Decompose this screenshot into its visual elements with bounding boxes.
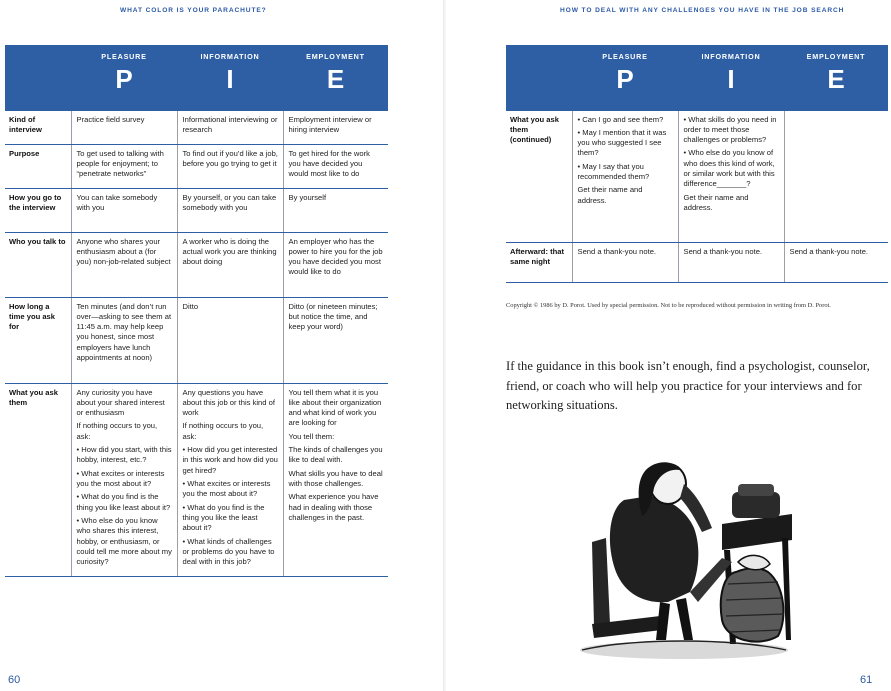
table-cell	[177, 383, 283, 576]
cell-text: • Who else do you know who shares this interest, hobby, or enthusiasm, or could tell me more about my curiosity?	[76, 515, 172, 567]
table-row	[5, 383, 388, 576]
cell-text: • What kinds of challenges or problems do you have to deal with in this job?	[182, 536, 275, 567]
column-header-information	[177, 45, 283, 110]
cell-text: • How did you start, with this hobby, interest, etc.?	[76, 445, 172, 465]
table-cell	[283, 144, 388, 188]
copyright-notice: Copyright © 1986 by D. Porot. Used by special permission. Not to be reproduced without permission in writing from D. Porot.	[506, 302, 831, 309]
running-head: WHAT COLOR IS YOUR PARACHUTE?	[120, 7, 267, 14]
cell-text: To get used to talking with people for enjoyment; to “penetrate networks”	[76, 148, 164, 179]
table-row	[5, 297, 388, 383]
table-cell	[71, 297, 177, 383]
cell-text: Informational interviewing or research	[182, 114, 278, 134]
cell-text: You tell them what it is you like about their organization and what kind of work you are looking for	[288, 387, 382, 428]
cell-text: • What do you find is the thing you like least about it?	[76, 492, 171, 512]
cell-text: The kinds of challenges you like to deal with.	[288, 445, 383, 465]
cell-text: Get their name and address.	[577, 185, 643, 205]
table-cell	[283, 110, 388, 144]
column-label: INFORMATION	[701, 52, 761, 61]
table-cell	[177, 232, 283, 297]
table-row	[5, 232, 388, 297]
cell-text: An employer who has the power to hire you for the job you have decided you most would like to do	[288, 236, 383, 277]
column-label: PLEASURE	[602, 52, 648, 61]
cell-text: • What excites or interests you the most about it?	[182, 479, 271, 499]
cell-text: • Who else do you know of who does this kind of work, or similar work but with this difference_______?	[683, 148, 775, 189]
header-corner	[5, 45, 71, 110]
cell-text: To find out if you’d like a job, before you go trying to get it	[182, 148, 278, 168]
cell-text: Get their name and address.	[683, 192, 749, 212]
running-head: HOW TO DEAL WITH ANY CHALLENGES YOU HAVE IN THE JOB SEARCH	[560, 7, 845, 14]
page-number: 60	[8, 674, 21, 686]
column-header-pleasure	[71, 45, 177, 110]
cell-text: By yourself	[288, 192, 327, 202]
table-cell	[71, 188, 177, 232]
cell-text: Send a thank-you note.	[683, 246, 763, 256]
table-row	[5, 144, 388, 188]
pie-table-continued	[506, 45, 888, 283]
header-corner	[506, 45, 572, 110]
cell-text: A worker who is doing the actual work you are thinking about doing	[182, 236, 277, 267]
table-cell	[283, 232, 388, 297]
table-cell	[572, 242, 678, 282]
table-cell	[177, 188, 283, 232]
column-header-employment	[784, 45, 888, 110]
table-cell	[71, 110, 177, 144]
cell-text: To get hired for the work you have decided you would most like to do	[288, 148, 370, 179]
cell-text: • How did you get interested in this work and how did you get hired?	[182, 445, 278, 475]
table-cell	[283, 383, 388, 576]
row-label: What you ask them	[5, 383, 71, 576]
column-letter: I	[727, 63, 735, 94]
row-label: Purpose	[5, 144, 71, 188]
table-row	[506, 242, 888, 282]
column-letter: P	[616, 63, 634, 94]
engraving-illustration	[572, 454, 794, 660]
column-label: EMPLOYMENT	[806, 52, 866, 61]
table-cell	[784, 242, 888, 282]
table-cell	[283, 297, 388, 383]
row-label: What you ask them (continued)	[506, 110, 572, 242]
row-label: How long a time you ask for	[5, 297, 71, 383]
cell-text: • May I say that you recommended them?	[577, 161, 650, 182]
table-row	[5, 110, 388, 144]
column-label: PLEASURE	[101, 52, 147, 61]
row-label: How you go to the interview	[5, 188, 71, 232]
cell-text: • What do you find is the thing you like the least about it?	[182, 502, 265, 533]
row-label: Kind of interview	[5, 110, 71, 144]
column-letter: E	[326, 63, 345, 94]
cell-text: Ditto (or nineteen minutes; but notice the time, and keep your word)	[288, 301, 378, 332]
column-label: INFORMATION	[200, 52, 260, 61]
cell-text: Send a thank-you note.	[789, 246, 869, 256]
left-page	[0, 0, 445, 691]
row-label: Afterward: that same night	[506, 242, 572, 282]
table-cell	[572, 110, 678, 242]
table-row	[506, 110, 888, 242]
table-cell	[71, 383, 177, 576]
column-label: EMPLOYMENT	[306, 52, 365, 61]
cell-text: Practice field survey	[76, 114, 145, 124]
table-cell	[784, 110, 888, 242]
table-cell	[678, 110, 784, 242]
table-cell	[177, 110, 283, 144]
cell-text: What experience you have had in dealing with those challenges in the past.	[288, 492, 379, 522]
table-cell	[177, 297, 283, 383]
table-cell	[678, 242, 784, 282]
page-number: 61	[860, 674, 873, 686]
cell-text: • Can I go and see them?	[577, 114, 664, 124]
row-label: Who you talk to	[5, 232, 71, 297]
pie-table	[5, 45, 388, 577]
table-cell	[71, 144, 177, 188]
table-cell	[177, 144, 283, 188]
cell-text: You can take somebody with you	[76, 192, 158, 212]
cell-text: Ten minutes (and don’t run over—asking to see them at 11:45 a.m. may help keep you honest, since most employers have lunch appointments at noon)	[76, 301, 172, 363]
cell-text: Any questions you have about this job or this kind of work	[182, 387, 275, 418]
cell-text: Employment interview or hiring interview	[288, 114, 372, 134]
cell-text: If nothing occurs to you, ask:	[76, 421, 158, 441]
column-header-information	[678, 45, 784, 110]
column-letter: P	[115, 63, 133, 94]
guidance-paragraph: If the guidance in this book isn’t enough, find a psychologist, counselor, friend, or coach who will help you practice for your interviews and for networking situations.	[506, 359, 870, 413]
column-header-pleasure	[572, 45, 678, 110]
cell-text: You tell them:	[288, 431, 335, 441]
table-cell	[71, 232, 177, 297]
cell-text: By yourself, or you can take somebody with you	[182, 192, 277, 212]
right-page	[446, 0, 891, 691]
cell-text: Anyone who shares your enthusiasm about a (for you) non-job-related subject	[76, 236, 171, 267]
cell-text: Send a thank-you note.	[577, 246, 657, 256]
cell-text: • What skills do you need in order to meet those challenges or problems?	[683, 114, 777, 145]
cell-text: • May I mention that it was you who suggested I see them?	[577, 127, 667, 158]
column-letter: E	[827, 63, 845, 94]
cell-text: • What excites or interests you the most about it?	[76, 468, 165, 488]
column-letter: I	[226, 63, 234, 94]
column-header-employment	[283, 45, 388, 110]
cell-text: Any curiosity you have about your shared interest or enthusiasm	[76, 387, 165, 418]
cell-text: Ditto	[182, 301, 199, 311]
cell-text: What skills you have to deal with those challenges.	[288, 468, 383, 488]
cell-text: If nothing occurs to you, ask:	[182, 421, 264, 441]
table-cell	[283, 188, 388, 232]
table-row	[5, 188, 388, 232]
